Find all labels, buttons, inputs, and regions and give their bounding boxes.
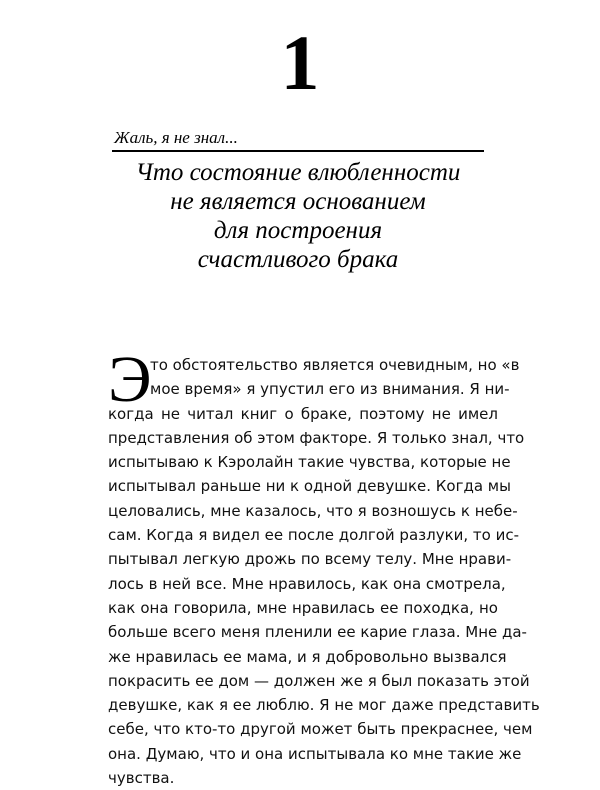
subtitle-line: не является основанием: [170, 188, 426, 215]
heading-kicker: Жаль, я не знал...: [114, 128, 238, 147]
subtitle-line: для построения: [213, 217, 383, 244]
body-line: представления об этом факторе. Я только знал, что: [108, 428, 525, 447]
heading-rule: [112, 150, 484, 152]
subtitle-line: счастливого брака: [197, 246, 399, 273]
body-line: же нравилась ее мама, и я добровольно вызвался: [108, 647, 507, 666]
body-line: мое время» я упустил его из внимания. Я ни-: [150, 380, 510, 399]
body-line: себе, что кто-то другой может быть прекраснее, чем: [108, 720, 533, 739]
body-line: сам. Когда я видел ее после долгой разлуки, то ис-: [108, 526, 520, 545]
chapter-number: 1: [280, 19, 320, 106]
body-line: пытывал легкую дрожь по всему телу. Мне нрави-: [108, 550, 512, 569]
chapter-heading: [112, 128, 484, 274]
body-line: больше всего меня пленили ее карие глаза. Мне да-: [108, 623, 527, 642]
body-line: девушке, как я ее люблю. Я не мог даже представить: [108, 696, 540, 715]
body-line: то обстоятельство является очевидным, но «в: [150, 356, 520, 374]
body-line: она. Думаю, что и она испытывала ко мне такие же: [108, 744, 522, 763]
body-line: покрасить ее дом — должен же я был показать этой: [108, 671, 530, 690]
chapter-subtitle: [112, 158, 484, 274]
body-line: когда не читал книг о браке, поэтому не имел: [108, 404, 498, 423]
subtitle-line: Что состояние влюбленности: [135, 159, 461, 186]
body-line: лось в ней все. Мне нравилось, как она смотрела,: [108, 574, 506, 593]
body-line: целовались, мне казалось, что я возношусь к небе-: [108, 501, 518, 520]
body-line: как она говорила, мне нравилась ее походка, но: [108, 598, 498, 617]
body-line: чувства.: [108, 769, 175, 788]
body-line: испытываю к Кэролайн такие чувства, которые не: [108, 453, 511, 472]
body-line: испытывал раньше ни к одной девушке. Когда мы: [108, 477, 511, 496]
body-paragraph: [108, 343, 540, 790]
drop-cap: Э: [108, 343, 152, 416]
